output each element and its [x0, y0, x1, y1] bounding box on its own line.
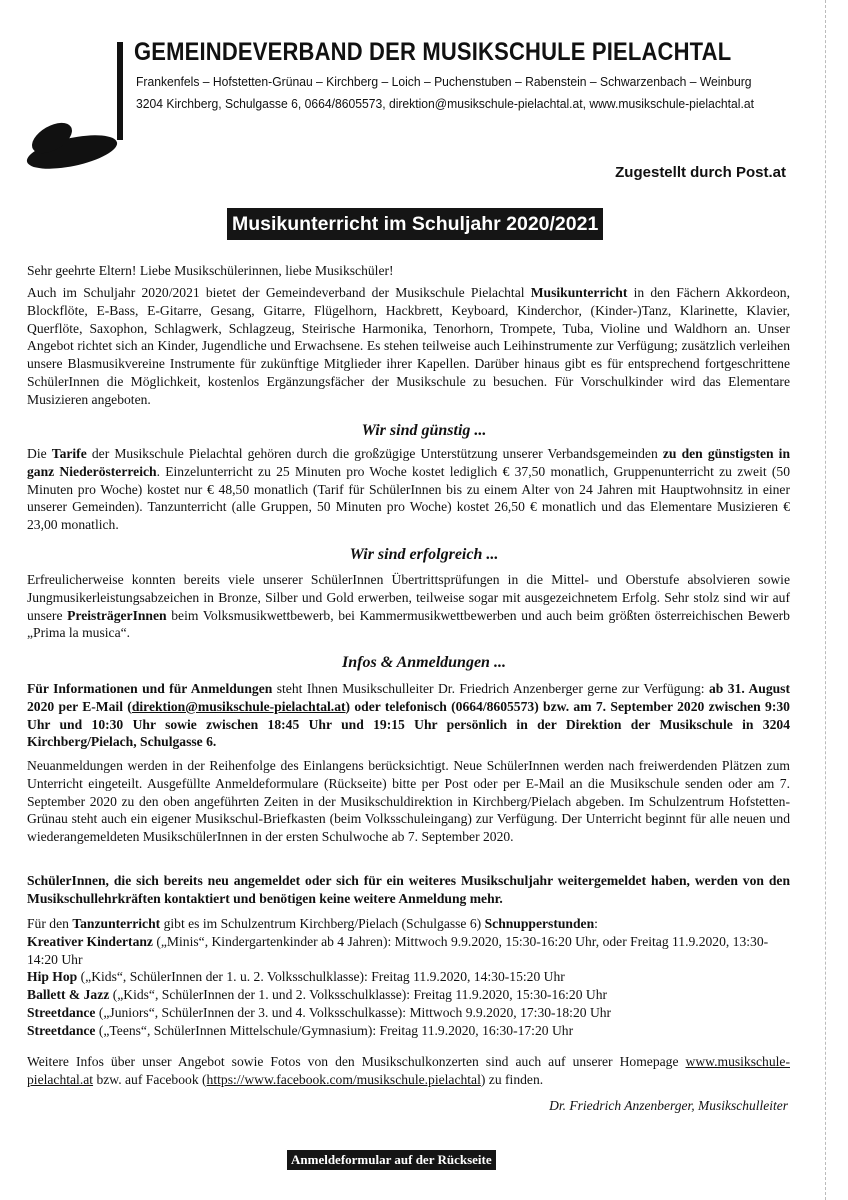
- music-note-icon: [22, 40, 132, 170]
- dance-item: Streetdance („Juniors“, SchülerInnen der 3. und 4. Volksschulkasse): Mittwoch 9.9.2020, 17:30-18:20 Uhr: [27, 1004, 612, 1020]
- signature: Dr. Friedrich Anzenberger, Musikschulleiter: [549, 1098, 788, 1113]
- dance-item: Streetdance („Teens“, SchülerInnen Mittelschule/Gymnasium): Freitag 11.9.2020, 16:30-17:20 Uhr: [27, 1022, 574, 1038]
- page-title: Musikunterricht im Schuljahr 2020/2021: [227, 208, 603, 240]
- closing-paragraph: Weitere Infos über unser Angebot sowie Fotos von den Musikschulkonzerten sind auch auf unserer Homepage www.musikschule-pielachtal.at bzw. auf Facebook (https://www.facebook.com/musikschule.pielachtal) zu finden.: [27, 1054, 790, 1087]
- footer-note: Anmeldeformular auf der Rückseite: [287, 1150, 496, 1170]
- delivery-note: Zugestellt durch Post.at: [615, 164, 786, 181]
- info-paragraph: Für Informationen und für Anmeldungen steht Ihnen Musikschulleiter Dr. Friedrich Anzenberger gerne zur Verfügung: ab 31. August 2020 per E-Mail (direktion@musikschule-pielachtal.at) oder telefonisch (0664/8605573) bzw. am 7. September 2020 zwischen 9:30 Uhr und 10:30 Uhr sowie zwischen 18:45 Uhr und 19:15 Uhr persönlich in der Direktion der Musikschule in 3204 Kirchberg/Pielach, Schulgasse 6.: [27, 681, 790, 750]
- success-paragraph: Erfreulicherweise konnten bereits viele unserer SchülerInnen Übertrittsprüfungen in die Mittel- und Oberstufe absolvieren sowie Jungmusikerleistungsabzeichen in Bronze, Silber und Gold erwerben, teilweise sogar mit ausgezeichnetem Erfolg. Sehr stolz sind wir auf unsere PreisträgerInnen beim Volksmusikwettbewerb, bei Kammermusikwettbewerben und auch beim größten österreichischen Bewerb „Prima la musica“.: [27, 572, 790, 641]
- tariff-paragraph: Die Tarife der Musikschule Pielachtal gehören durch die großzügige Unterstützung unserer Verbandsgemeinden zu den günstigsten in ganz Niederösterreich. Einzelunterricht zu 25 Minuten pro Woche kostet lediglich € 37,50 monatlich, Gruppenunterricht zu zweit (50 Minuten pro Woche) kostet nur € 48,50 monatlich (Tarif für SchülerInnen bis zu einem Alter von 24 Jahren mit Hauptwohnsitz in einer unserer Gemeinden). Tanzunterricht (alle Gruppen, 50 Minuten pro Woche) kostet 26,50 € monatlich und das Elementare Musizieren € 23,00 monatlich.: [27, 446, 791, 533]
- intro-paragraph: Auch im Schuljahr 2020/2021 bietet der Gemeindeverband der Musikschule Pielachtal Musikunterricht in den Fächern Akkordeon, Blockflöte, E-Bass, E-Gitarre, Gesang, Gitarre, Flügelhorn, Hackbrett, Keyboard, Kinderchor, (Kinder-)Tanz, Klarinette, Klavier, Querflöte, Saxophon, Schlagwerk, Schlagzeug, Steirische Harmonika, Tenorhorn, Trompete, Tuba, Violine und Waldhorn an. Unser Angebot richtet sich an Kinder, Jugendliche und Erwachsene. Es stehen teilweise auch Leihinstrumente zur Verfügung; zusätzlich verleihen unsere Blasmusikvereine Instrumente für zukünftige Mitglieder ihrer Kapellen. Darüber hinaus gibt es für entsprechend fortgeschrittene SchülerInnen die Möglichkeit, kostenlos Ergänzungsfächer der Musikschule zu besuchen. Für Vorschulkinder wird das Elementare Musizieren angeboten.: [27, 285, 790, 407]
- email-link[interactable]: direktion@musikschule-pielachtal.at: [131, 698, 346, 714]
- dance-section: [27, 915, 790, 1040]
- section-heading-guenstig: Wir sind günstig ...: [361, 422, 487, 439]
- facebook-link[interactable]: https://www.facebook.com/musikschule.pielachtal: [206, 1071, 481, 1087]
- dance-item: Ballett & Jazz („Kids“, SchülerInnen der 1. und 2. Volksschulklasse): Freitag 11.9.2020, 15:30-16:20 Uhr: [27, 987, 608, 1003]
- municipalities-list: Frankenfels – Hofstetten-Grünau – Kirchberg – Loich – Puchenstuben – Rabenstein – Schwarzenbach – Weinburg: [136, 74, 752, 89]
- registration-paragraph: Neuanmeldungen werden in der Reihenfolge des Einlangens berücksichtigt. Neue SchülerInnen werden nach freiwerdenden Plätzen zum Unterricht eingeteilt. Ausgefüllte Anmeldeformulare (Rückseite) bitte per Post oder per E-Mail an die Musikschule senden oder am 7. September 2020 zu den oben angeführten Zeiten in der Musikschuldirektion in Kirchberg/Pielach abgeben. Im Schulzentrum Hofstetten-Grünau steht auch ein eigener Musikschul-Briefkasten (beim Volksschuleingang) zur Verfügung. Der Unterricht beginnt für alle neuen und wiederangemeldeten MusikschülerInnen in der ersten Schulwoche ab 7. September 2020.: [27, 758, 790, 845]
- section-heading-infos: Infos & Anmeldungen ...: [342, 654, 506, 671]
- dance-item: Hip Hop („Kids“, SchülerInnen der 1. u. 2. Volksschulklasse): Freitag 11.9.2020, 14:30-15:20 Uhr: [27, 969, 565, 985]
- homepage-link[interactable]: www.musikschule-pielachtal.at: [27, 1054, 790, 1087]
- section-heading-erfolgreich: Wir sind erfolgreich ...: [349, 546, 499, 563]
- dance-item: Kreativer Kindertanz („Minis“, Kindergartenkinder ab 4 Jahren): Mittwoch 9.9.2020, 15:30-16:20 Uhr, oder Freitag 11.9.2020, 13:30-14:20 Uhr: [27, 933, 769, 967]
- existing-students-paragraph: SchülerInnen, die sich bereits neu angemeldet oder sich für ein weiteres Musikschuljahr weitergemeldet haben, werden von den Musikschullehrkräften kontaktiert und benötigen keine weitere Anmeldung mehr.: [27, 873, 790, 906]
- greeting: Sehr geehrte Eltern! Liebe Musikschülerinnen, liebe Musikschüler!: [27, 263, 394, 278]
- contact-line: 3204 Kirchberg, Schulgasse 6, 0664/8605573, direktion@musikschule-pielachtal.at, www.musikschule-pielachtal.at: [136, 96, 754, 111]
- dance-intro: Für den Tanzunterricht gibt es im Schulzentrum Kirchberg/Pielach (Schulgasse 6) Schnupperstunden:: [27, 916, 598, 931]
- organization-name: GEMEINDEVERBAND DER MUSIKSCHULE PIELACHTAL: [134, 38, 732, 66]
- page-edge-marks: [824, 0, 826, 1200]
